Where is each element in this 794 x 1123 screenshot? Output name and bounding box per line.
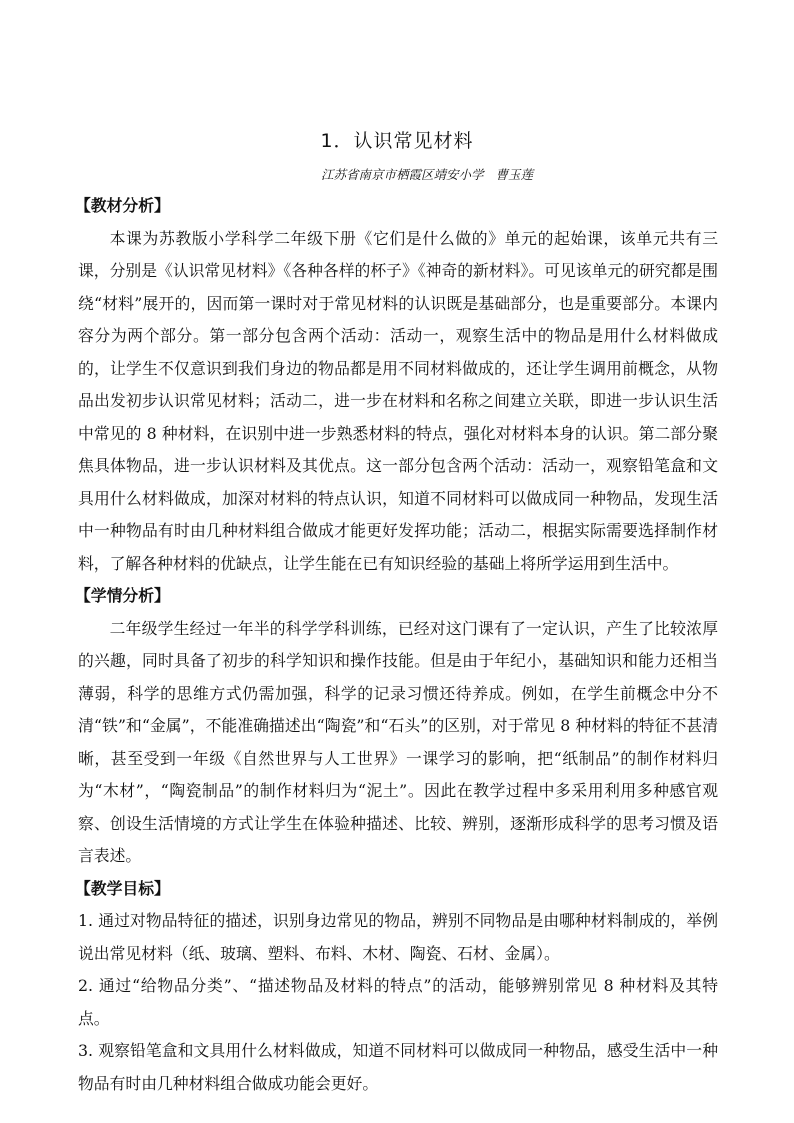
author-school: 江苏省南京市栖霞区靖安小学 xyxy=(320,167,484,182)
section-heading: 【教学目标】 xyxy=(75,878,170,898)
section-student-analysis xyxy=(75,580,718,873)
page-title: 1．认识常见材料 xyxy=(320,130,474,152)
author-name: 曹玉莲 xyxy=(495,167,534,182)
objective-item: 2. 通过“给物品分类”、“描述物品及材料的特点”的活动，能够辨别常见 8 种材料及其特点。 xyxy=(78,976,718,1028)
objective-item: 1. 通过对物品特征的描述，识别身边常见的物品，辨别不同物品是由哪种材料制成的，举例说出常见材料（纸、玻璃、塑料、布料、木材、陶瓷、石材、金属）。 xyxy=(78,911,718,963)
section-paragraph: 本课为苏教版小学科学二年级下册《它们是什么做的》单元的起始课，该单元共有三课，分别是《认识常见材料》《各种各样的杯子》《神奇的新材料》。可见该单元的研究都是围绕“材料”展开的，因而第一课时对于常见材料的认识既是基础部分，也是重要部分。本课内容分为两个部分。第一部分包含两个活动：活动一，观察生活中的物品是用什么材料做成的，让学生不仅意识到我们身边的物品都是用不同材料做成的，还让学生调用前概念，从物品出发初步认识常见材料；活动二，进一步在材料和名称之间建立关联，即进一步认识生活中常见的 8 种材料，在识别中进一步熟悉材料的特点，强化对材料本身的认识。第二部分聚焦具体物品，进一步认识材料及其优点。这一部分包含两个活动：活动一，观察铅笔盒和文具用什么材料做成，加深对材料的特点认识，知道不同材料可以做成同一种物品，发现生活中一种物品有时由几种材料组合做成才能更好发挥功能；活动二，根据实际需要选择制作材料，了解各种材料的优缺点，让学生能在已有知识经验的基础上将所学运用到生活中。 xyxy=(78,228,718,573)
author-line xyxy=(0,165,794,183)
section-heading: 【教材分析】 xyxy=(75,196,170,215)
document-body xyxy=(75,190,718,1100)
section-teaching-objectives xyxy=(75,873,718,1101)
objective-item: 3. 观察铅笔盒和文具用什么材料做成，知道不同材料可以做成同一种物品，感受生活中一种物品有时由几种材料组合做成功能会更好。 xyxy=(78,1041,718,1093)
section-textbook-analysis xyxy=(75,190,718,580)
section-paragraph: 二年级学生经过一年半的科学学科训练，已经对这门课有了一定认识，产生了比较浓厚的兴趣，同时具备了初步的科学知识和操作技能。但是由于年纪小，基础知识和能力还相当薄弱，科学的思维方式仍需加强，科学的记录习惯还待养成。例如，在学生前概念中分不清“铁”和“金属”，不能准确描述出“陶瓷”和“石头”的区别，对于常见 8 种材料的特征不甚清晰，甚至受到一年级《自然世界与人工世界》一课学习的影响，把“纸制品”的制作材料归为“木材”，“陶瓷制品”的制作材料归为“泥土”。因此在教学过程中多采用利用多种感官观察、创设生活情境的方式让学生在体验种描述、比较、辨别，逐渐形成科学的思考习惯及语言表述。 xyxy=(78,618,718,865)
section-heading: 【学情分析】 xyxy=(75,586,170,605)
